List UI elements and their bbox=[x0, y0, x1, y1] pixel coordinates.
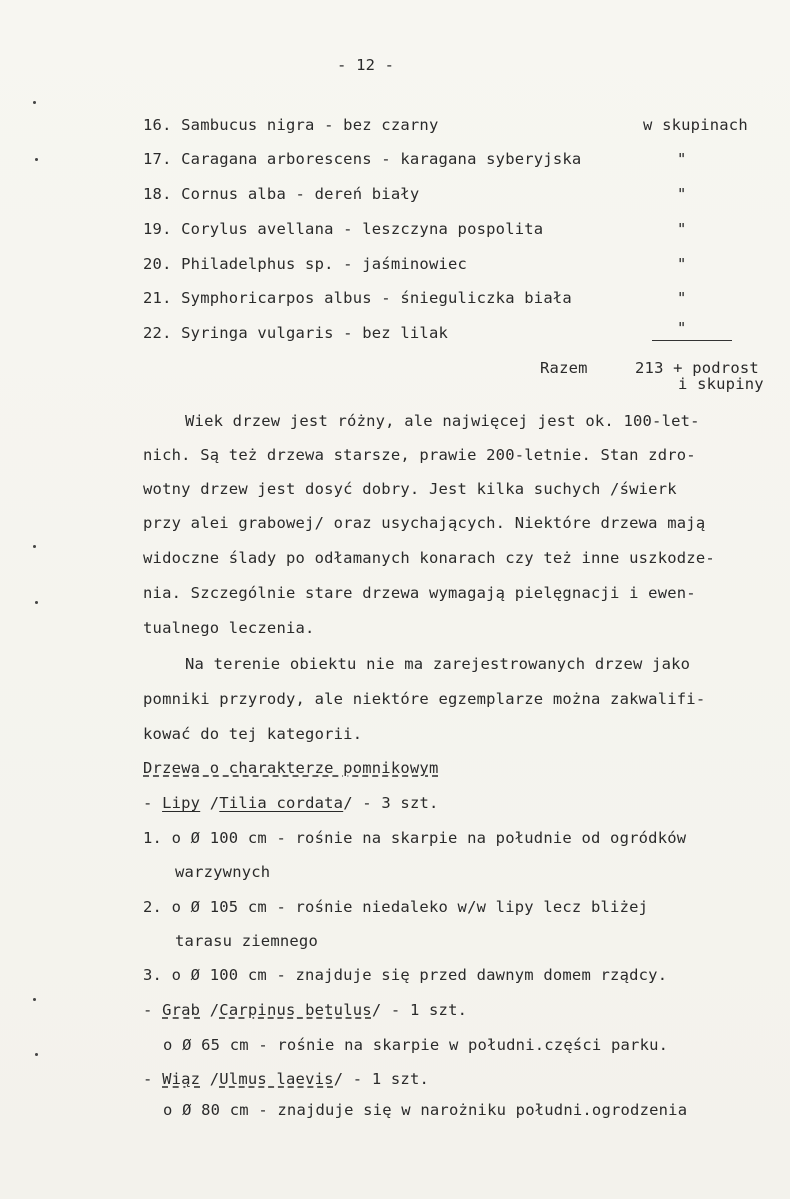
ditto-mark: " bbox=[677, 220, 687, 238]
placement-label: w skupinach bbox=[643, 116, 748, 134]
separator: / bbox=[200, 794, 220, 812]
paragraph-line: kować do tej kategorii. bbox=[143, 725, 363, 743]
paragraph-line: widoczne ślady po odłamanych konarach czy też inne uszkodze- bbox=[143, 549, 715, 567]
section-heading: Drzewa o charakterze pomnikowym bbox=[143, 759, 439, 777]
tree-item-3: 3. o Ø 100 cm - znajduje się przed dawnym domem rządcy. bbox=[143, 966, 668, 984]
species-item-17: 17. Caragana arborescens - karagana syberyjska bbox=[143, 150, 582, 168]
page-number: - 12 - bbox=[337, 56, 395, 74]
ditto-mark: " bbox=[677, 319, 687, 337]
margin-mark bbox=[33, 545, 36, 548]
species-item-22: 22. Syringa vulgaris - bez lilak bbox=[143, 324, 449, 342]
paragraph-line: wotny drzew jest dosyć dobry. Jest kilka suchych /świerk bbox=[143, 480, 677, 498]
tree-name-latin: Ulmus laevis bbox=[219, 1070, 334, 1088]
tree-count: / - 1 szt. bbox=[333, 1070, 430, 1088]
ditto-mark: " bbox=[677, 255, 687, 273]
species-item-18: 18. Cornus alba - dereń biały bbox=[143, 185, 420, 203]
tree-count: / - 1 szt. bbox=[371, 1001, 468, 1019]
species-item-21: 21. Symphoricarpos albus - śnieguliczka biała bbox=[143, 289, 572, 307]
margin-mark bbox=[35, 1053, 38, 1056]
tree-item-1-cont: warzywnych bbox=[175, 863, 271, 881]
tree-item-2-cont: tarasu ziemnego bbox=[175, 932, 318, 950]
margin-mark bbox=[35, 158, 38, 161]
paragraph-line: nia. Szczególnie stare drzewa wymagają pielęgnacji i ewen- bbox=[143, 584, 696, 602]
tree-group-grab bbox=[143, 1000, 467, 1020]
tree-name-pl: Lipy bbox=[162, 794, 201, 812]
tree-item-2: 2. o Ø 105 cm - rośnie niedaleko w/w lipy lecz bliżej bbox=[143, 898, 649, 916]
tree-detail-wiaz: o Ø 80 cm - znajduje się w narożniku południ.ogrodzenia bbox=[163, 1101, 688, 1119]
species-item-16: 16. Sambucus nigra - bez czarny bbox=[143, 116, 439, 134]
ditto-mark: " bbox=[677, 289, 687, 307]
total-value: 213 + podrost bbox=[635, 359, 759, 377]
tree-name-pl: Wiąz bbox=[162, 1070, 201, 1088]
species-item-20: 20. Philadelphus sp. - jaśminowiec bbox=[143, 255, 468, 273]
paragraph-line: tualnego leczenia. bbox=[143, 619, 315, 637]
list-dash: - bbox=[143, 794, 163, 812]
total-value-continued: i skupiny bbox=[678, 375, 764, 393]
sum-rule bbox=[652, 340, 732, 341]
ditto-mark: " bbox=[677, 150, 687, 168]
list-dash: - bbox=[143, 1070, 163, 1088]
separator: / bbox=[200, 1001, 220, 1019]
tree-name-latin: Carpinus betulus bbox=[219, 1001, 372, 1019]
paragraph-line: nich. Są też drzewa starsze, prawie 200-letnie. Stan zdro- bbox=[143, 446, 696, 464]
total-label: Razem bbox=[540, 359, 588, 377]
tree-group-wiaz bbox=[143, 1069, 429, 1089]
tree-detail-grab: o Ø 65 cm - rośnie na skarpie w południ.części parku. bbox=[163, 1036, 669, 1054]
tree-item-1: 1. o Ø 100 cm - rośnie na skarpie na południe od ogródków bbox=[143, 829, 687, 847]
margin-mark bbox=[35, 601, 38, 604]
tree-name-pl: Grab bbox=[162, 1001, 201, 1019]
tree-count: / - 3 szt. bbox=[343, 794, 439, 812]
separator: / bbox=[200, 1070, 220, 1088]
paragraph-line: pomniki przyrody, ale niektóre egzemplarze można zakwalifi- bbox=[143, 690, 706, 708]
tree-group-lipy bbox=[143, 793, 439, 813]
species-item-19: 19. Corylus avellana - leszczyna pospolita bbox=[143, 220, 544, 238]
paragraph-line: Na terenie obiektu nie ma zarejestrowanych drzew jako bbox=[185, 655, 691, 673]
margin-mark bbox=[33, 101, 36, 104]
ditto-mark: " bbox=[677, 185, 687, 203]
paragraph-line: przy alei grabowej/ oraz usychających. Niektóre drzewa mają bbox=[143, 514, 706, 532]
margin-mark bbox=[33, 998, 36, 1001]
list-dash: - bbox=[143, 1001, 163, 1019]
paragraph-line: Wiek drzew jest różny, ale najwięcej jest ok. 100-let- bbox=[185, 412, 700, 430]
tree-name-latin: Tilia cordata bbox=[219, 794, 344, 812]
